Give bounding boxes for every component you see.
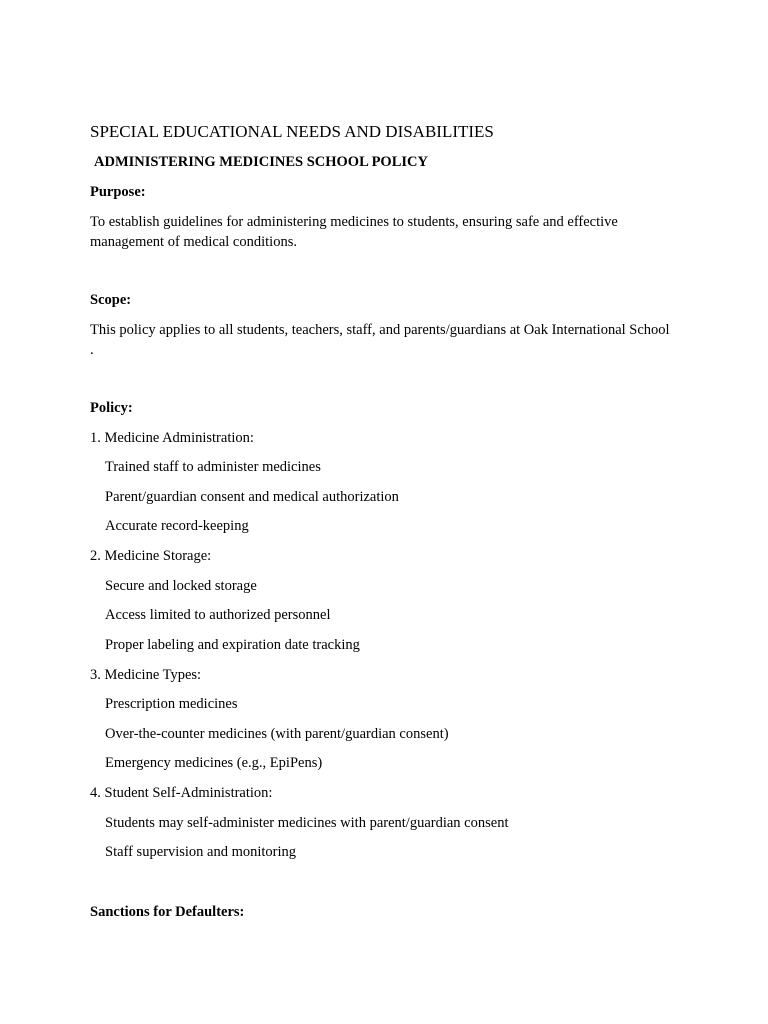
policy-list-item: Students may self-administer medicines with parent/guardian consent: [105, 815, 509, 831]
scope-text: This policy applies to all students, teachers, staff, and parents/guardians at Oak International School .: [90, 322, 670, 358]
policy-section-title: 1. Medicine Administration:: [90, 430, 254, 446]
purpose-text: To establish guidelines for administering medicines to students, ensuring safe and effective management of medical conditions.: [90, 214, 618, 250]
policy-list-item: Accurate record-keeping: [105, 518, 249, 534]
scope-heading: Scope:: [90, 292, 132, 308]
policy-section-title: 4. Student Self-Administration:: [90, 785, 273, 801]
document-subtitle: ADMINISTERING MEDICINES SCHOOL POLICY: [94, 154, 428, 170]
policy-heading: Policy:: [90, 400, 133, 416]
policy-list-item: Proper labeling and expiration date tracking: [105, 637, 360, 653]
policy-list-item: Staff supervision and monitoring: [105, 844, 297, 860]
policy-list-item: Access limited to authorized personnel: [105, 607, 331, 623]
purpose-heading: Purpose:: [90, 184, 146, 200]
policy-list-item: Over-the-counter medicines (with parent/guardian consent): [105, 726, 449, 742]
policy-section-title: 3. Medicine Types:: [90, 667, 202, 683]
policy-list-item: Prescription medicines: [105, 696, 238, 712]
document-title: SPECIAL EDUCATIONAL NEEDS AND DISABILITIES: [90, 122, 494, 141]
sanctions-heading: Sanctions for Defaulters:: [90, 904, 245, 920]
policy-list-item: Parent/guardian consent and medical authorization: [105, 489, 399, 505]
policy-list-item: Emergency medicines (e.g., EpiPens): [105, 755, 323, 771]
policy-section-title: 2. Medicine Storage:: [90, 548, 212, 564]
policy-list-item: Trained staff to administer medicines: [105, 459, 321, 475]
policy-list-item: Secure and locked storage: [105, 578, 257, 594]
